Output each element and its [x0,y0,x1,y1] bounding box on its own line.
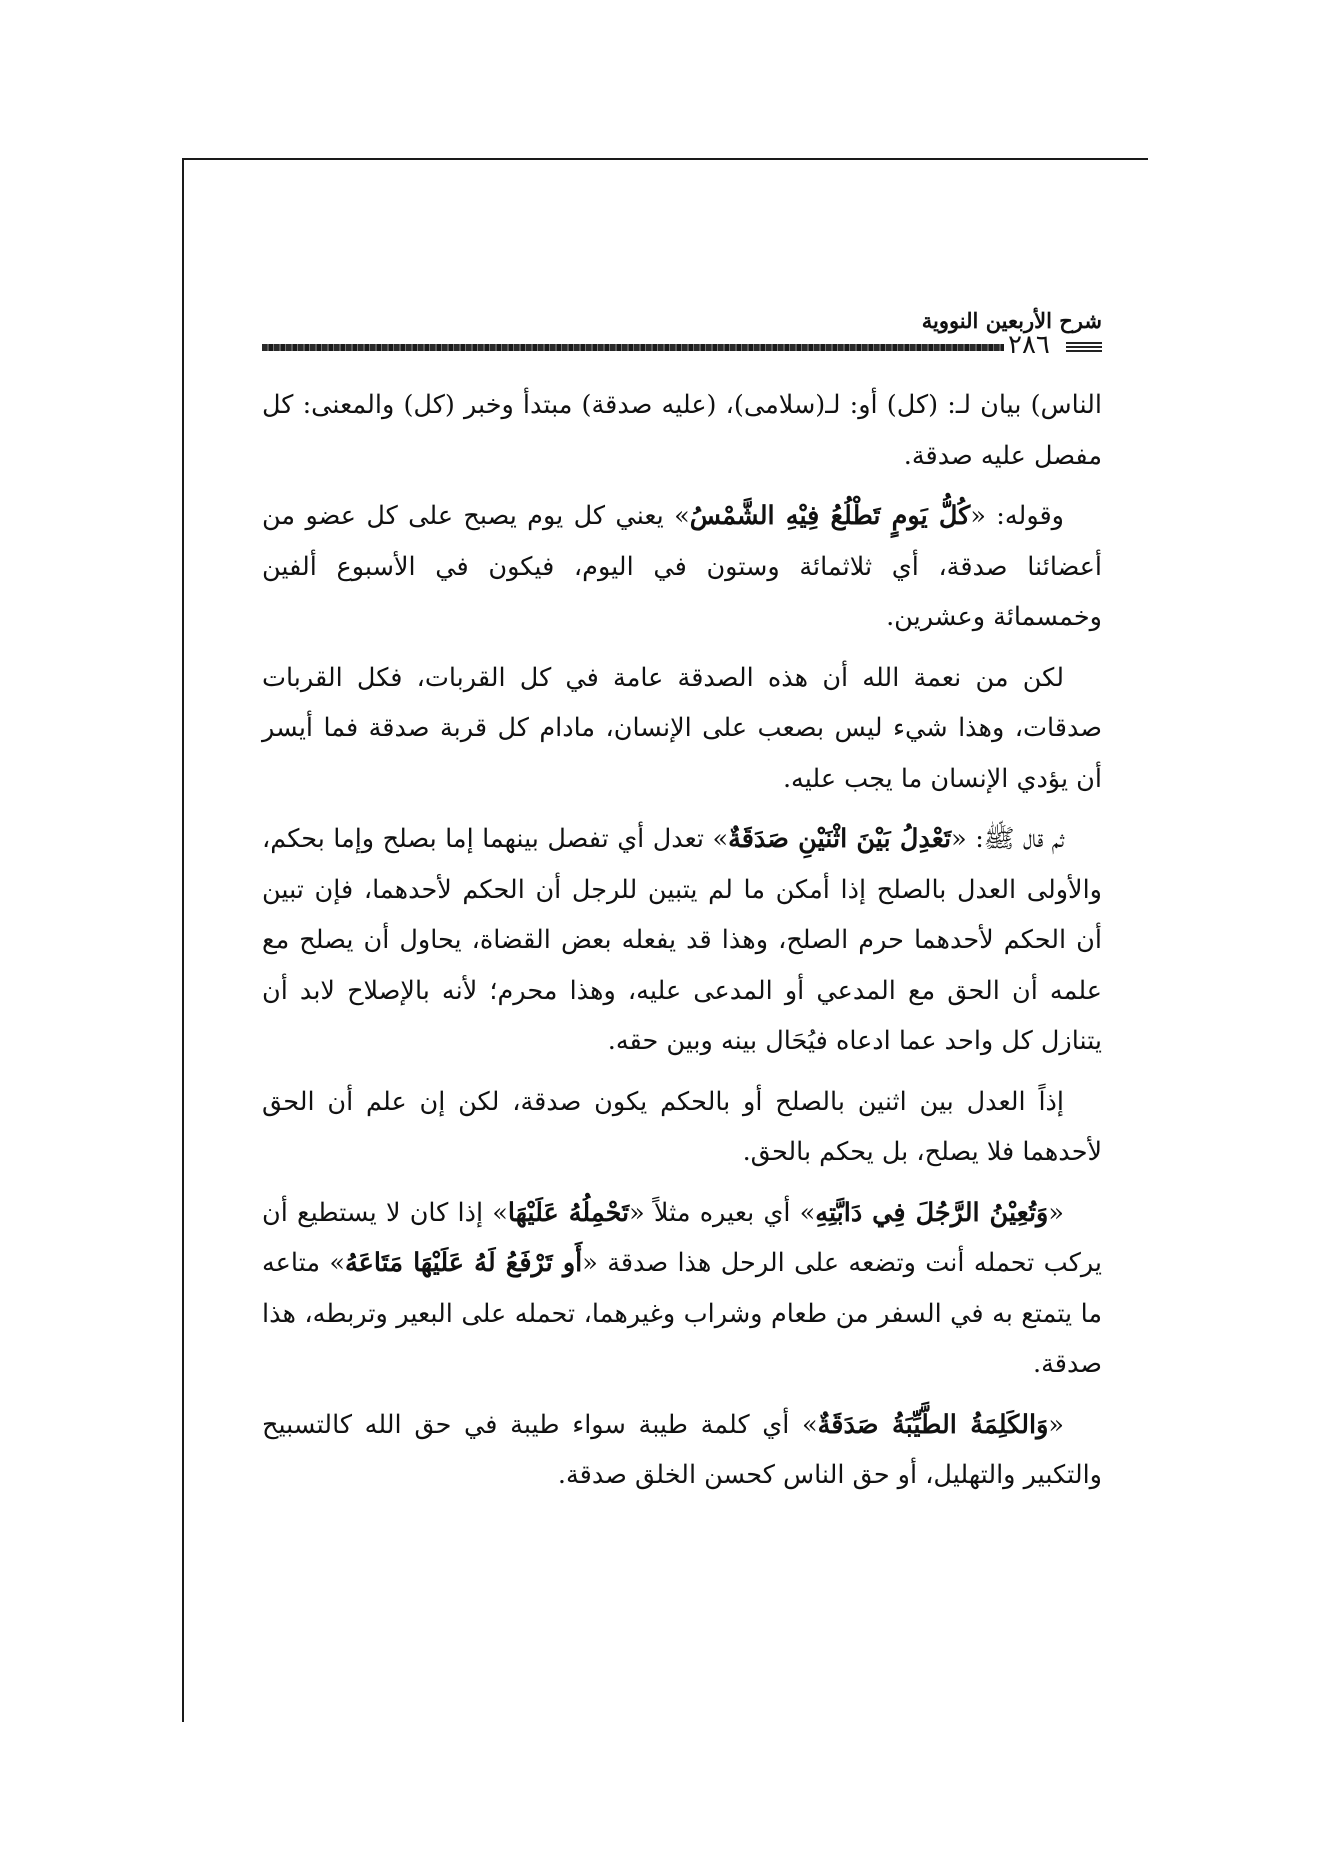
page-frame-top-line [182,158,1148,160]
paragraph-text: » تعدل أي تفصل بينهما إما بصلح وإما بحكم، والأولى العدل بالصلح إذا أمكن ما لم يتبين للرجل أن الحكم لأحدهما، فإن تبين أن الحكم لأحدهما حرم الصلح، وهذا قد يفعله بعض القضاة، يحاول أن يصلح مع علمه أن الحق مع المدعي أو المدعى عليه، وهذا محرم؛ لأنه بالإصلاح لابد أن يتنازل كل واحد عما ادعاه فيُحَال بينه وبين حقه. [262,824,1102,1056]
header-rule [262,344,1004,351]
running-header [262,308,1102,338]
paragraph-text: الناس) بيان لـ: (كل) أو: لـ(سلامى)، (عليه صدقة) مبتدأ وخبر (كل) والمعنى: كل مفصل عليه صدقة. [262,390,1102,471]
page-frame-left-line [182,158,184,1722]
paragraph-p2 [262,491,1102,643]
paragraph-text: » أي كلمة طيبة سواء طيبة في حق الله كالتسبيح والتكبير والتهليل، أو حق الناس كحسن الخلق صدقة. [262,1409,1102,1490]
page-number: ٢٨٦ [1008,330,1050,360]
hadith-quote: وَالكَلِمَةُ الطَّيِّبَةُ صَدَقَةٌ [817,1409,1049,1440]
paragraph-p6 [262,1188,1102,1390]
paragraph-text: » أي بعيره مثلاً « [629,1197,816,1228]
header-title: شرح الأربعين النووية [921,308,1102,333]
paragraph-p1 [262,380,1102,481]
paragraph-text: » إذا كان لا يستطيع أن يركب تحمله أنت وتضعه على الرحل هذا صدقة « [262,1197,1102,1278]
paragraph-text: وقوله: « [970,501,1064,531]
paragraph-text: إذاً العدل بين اثنين بالصلح أو بالحكم يكون صدقة، لكن إن علم أن الحق لأحدهما فلا يصلح، بل يحكم بالحق. [262,1086,1102,1167]
body-text [262,380,1102,1511]
hadith-quote: أَو تَرْفَعُ لَهُ عَلَيْهَا مَتَاعَهُ [344,1248,583,1278]
paragraph-text: « [1048,1409,1065,1440]
paragraph-p4 [262,814,1102,1067]
hadith-quote: وَتُعِيْنُ الرَّجُلَ فِي دَابَّتِهِ [815,1197,1049,1228]
paragraph-text: ثم قال ﷺ: « [951,824,1064,854]
paragraph-text: » متاعه ما يتمتع به في السفر من طعام وشراب وغيرهما، تحمله على البعير وتربطه، هذا صدقة. [262,1248,1102,1379]
hadith-quote: كُلُّ يَومٍ تَطْلُعُ فِيْهِ الشَّمْسُ [689,501,971,531]
paragraph-text: لكن من نعمة الله أن هذه الصدقة عامة في كل القربات، فكل القربات صدقات، وهذا شيء ليس بصعب على الإنسان، مادام كل قربة صدقة فما أيسر أن يؤدي الإنسان ما يجب عليه. [262,662,1102,794]
paragraph-p3 [262,653,1102,805]
paragraph-text: « [1048,1197,1064,1228]
paragraph-p7 [262,1400,1102,1501]
paragraph-text: » يعني كل يوم يصبح على كل عضو من أعضائنا صدقة، أي ثلاثمائة وستون في اليوم، فيكون في الأسبوع ألفين وخمسمائة وعشرين. [262,501,1102,632]
header-ornament [1066,340,1102,352]
paragraph-p5 [262,1077,1102,1178]
hadith-quote: تَحْمِلُهُ عَلَيْهَا [507,1197,630,1228]
hadith-quote: تَعْدِلُ بَيْنَ اثْنَيْنِ صَدَقَةٌ [728,824,952,854]
